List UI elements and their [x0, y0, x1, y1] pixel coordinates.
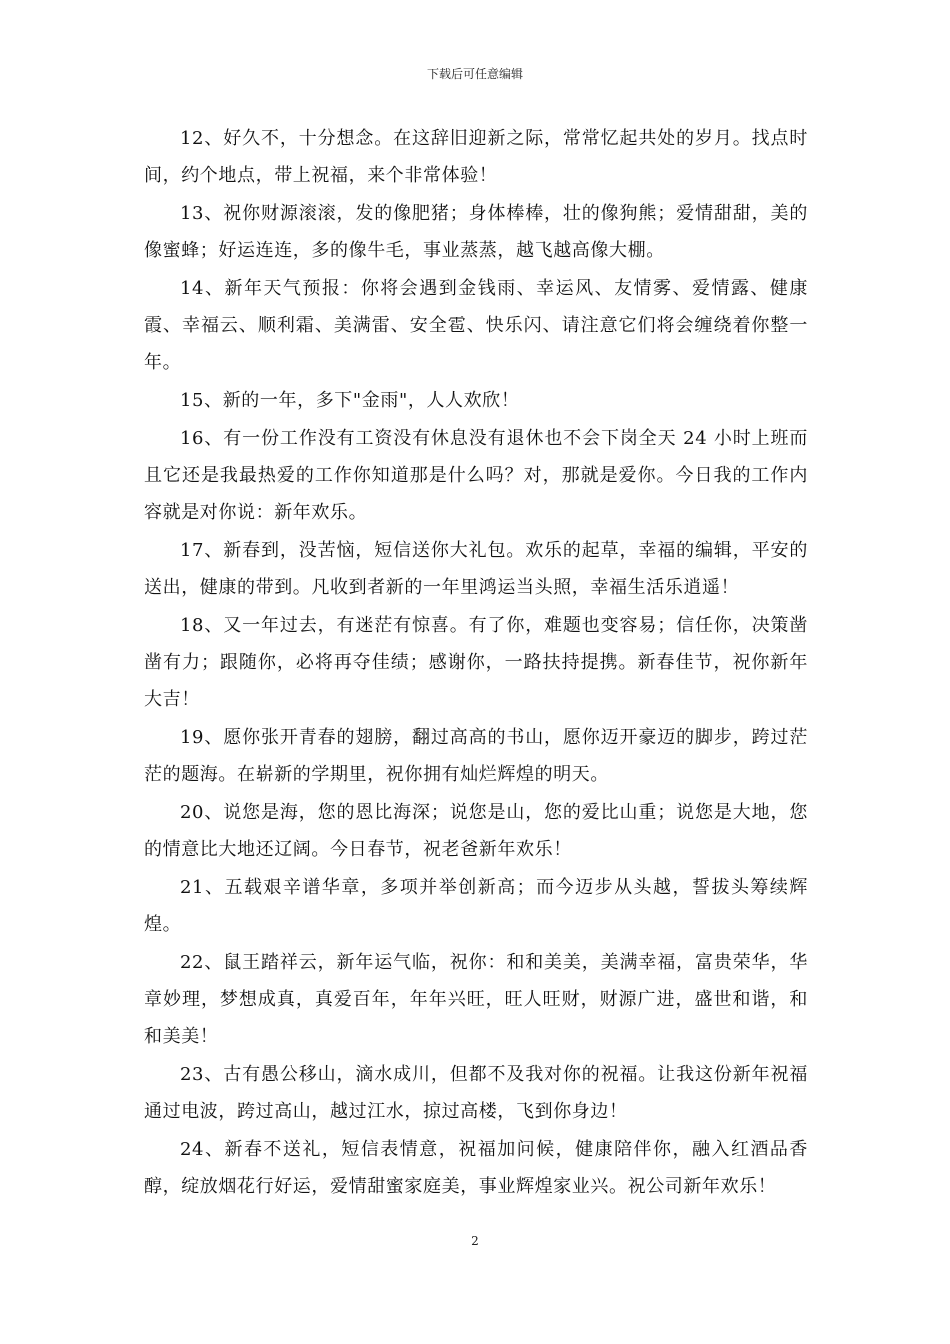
page-header: 下载后可任意编辑	[426, 67, 523, 81]
paragraph-23: 23、古有愚公移山，滴水成川，但都不及我对你的祝福。让我这份新年祝福通过电波，跨过高山，越过江水，掠过高楼，飞到你身边！	[144, 1064, 808, 1122]
paragraph-19: 19、愿你张开青春的翅膀，翻过高高的书山，愿你迈开豪迈的脚步，跨过茫茫的题海。在崭新的学期里，祝你拥有灿烂辉煌的明天。	[144, 727, 808, 785]
paragraph-18: 18、又一年过去，有迷茫有惊喜。有了你，难题也变容易；信任你，决策凿凿有力；跟随你，必将再夺佳绩；感谢你，一路扶持提携。新春佳节，祝你新年大吉！	[144, 615, 808, 710]
paragraph-17: 17、新春到，没苦恼，短信送你大礼包。欢乐的起草，幸福的编辑，平安的送出，健康的带到。凡收到者新的一年里鸿运当头照，幸福生活乐逍遥！	[144, 540, 808, 598]
paragraph-16: 16、有一份工作没有工资没有休息没有退休也不会下岗全天 24 小时上班而且它还是我最热爱的工作你知道那是什么吗？对，那就是爱你。今日我的工作内容就是对你说：新年欢乐。	[144, 428, 808, 523]
document-body	[144, 120, 808, 1206]
paragraph-22: 22、鼠王踏祥云，新年运气临，祝你：和和美美，美满幸福，富贵荣华，华章妙理，梦想成真，真爱百年，年年兴旺，旺人旺财，财源广进，盛世和谐，和和美美！	[144, 952, 808, 1047]
paragraph-13: 13、祝你财源滚滚，发的像肥猪；身体棒棒，壮的像狗熊；爱情甜甜，美的像蜜蜂；好运连连，多的像牛毛，事业蒸蒸，越飞越高像大棚。	[144, 203, 808, 261]
page-number: 2	[471, 1234, 479, 1248]
paragraph-24: 24、新春不送礼，短信表情意，祝福加问候，健康陪伴你，融入红酒品香醇，绽放烟花行好运，爱情甜蜜家庭美，事业辉煌家业兴。祝公司新年欢乐！	[144, 1139, 808, 1197]
paragraph-12: 12、好久不，十分想念。在这辞旧迎新之际，常常忆起共处的岁月。找点时间，约个地点，带上祝福，来个非常体验！	[144, 128, 808, 186]
paragraph-20: 20、说您是海，您的恩比海深；说您是山，您的爱比山重；说您是大地，您的情意比大地还辽阔。今日春节，祝老爸新年欢乐！	[144, 802, 808, 860]
paragraph-21: 21、五载艰辛谱华章，多项并举创新高；而今迈步从头越，誓拔头筹续辉煌。	[144, 877, 808, 935]
paragraph-15: 15、新的一年，多下"金雨"，人人欢欣！	[180, 390, 520, 411]
paragraph-14: 14、新年天气预报：你将会遇到金钱雨、幸运风、友情雾、爱情露、健康霞、幸福云、顺利霜、美满雷、安全雹、快乐闪、请注意它们将会缠绕着你整一年。	[144, 278, 808, 373]
